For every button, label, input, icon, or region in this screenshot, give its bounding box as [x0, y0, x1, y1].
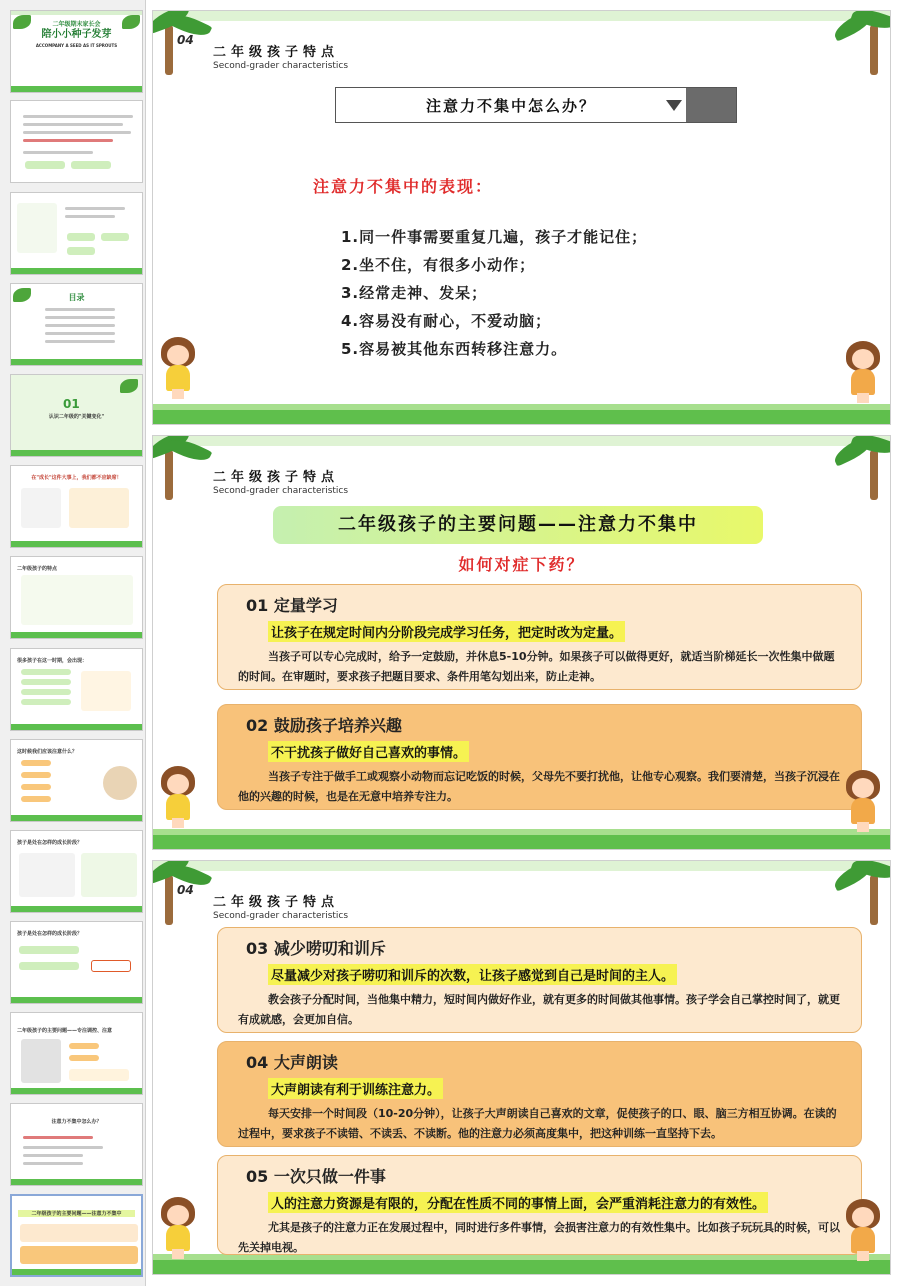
tip-body: 当孩子可以专心完成时，给予一定鼓励，并休息5-10分钟。如果孩子可以做得更好，就适当阶梯延长一次性集中做题的时间。在审题时，要求孩子把题目要求、条件用笔勾划出来，防止走神。	[238, 650, 835, 683]
slide-thumbnail-12[interactable]	[10, 1012, 143, 1095]
tip-title: 02 鼓励孩子培养兴趣	[246, 716, 402, 735]
girl-character-icon	[157, 766, 199, 828]
text-line	[23, 123, 123, 126]
thumb-title: 二年级期末家长会	[52, 21, 101, 28]
tip-body: 尤其是孩子的注意力正在发展过程中，同时进行多件事情，会损害注意力的有效性集中。比如孩子玩玩具的时候，可以先关掉电视。	[238, 1221, 840, 1254]
thumb-big-title: 陪小小种子发芽	[41, 29, 112, 40]
leaf-icon	[122, 15, 140, 29]
decor-band	[11, 541, 142, 547]
tip-title: 01 定量学习	[246, 596, 338, 615]
tag	[69, 1069, 129, 1081]
list-item: 5.容易被其他东西转移注意力。	[341, 340, 568, 358]
slide-number: 04	[177, 883, 194, 897]
thumb-title: 二年级孩子的主要问题——专注调控、注意	[17, 1028, 113, 1034]
decor-band	[153, 11, 890, 21]
tag	[21, 689, 71, 695]
panel	[17, 203, 57, 253]
palm-tree-icon	[826, 435, 891, 502]
slide-number: 04	[177, 33, 194, 47]
panel	[81, 671, 131, 711]
tag	[19, 962, 79, 970]
card	[20, 1246, 138, 1264]
text-line	[23, 139, 113, 142]
header-title: 二年级孩子特点	[213, 470, 340, 485]
decor-band	[11, 724, 142, 730]
slide-thumbnail-4[interactable]	[10, 283, 143, 366]
list-item: 1.同一件事需要重复几遍，孩子才能记住；	[341, 228, 648, 246]
header-subtitle: Second-grader characteristics	[213, 486, 349, 496]
text-line	[23, 115, 133, 118]
tip-body: 每天安排一个时间段（10-20分钟），让孩子大声朗读自己喜欢的文章，促使孩子的口、眼、脑三方相互协调。在读的过程中，要求孩子不读错、不读丢、不读断。他的注意力必须高度集中，把这种训练一直坚持下去。	[238, 1107, 837, 1140]
slide-thumbnail-14[interactable]	[10, 1194, 143, 1277]
palm-tree-icon	[826, 860, 891, 927]
gray-block	[686, 88, 736, 122]
text-line	[23, 1154, 83, 1157]
slide-thumbnail-11[interactable]	[10, 921, 143, 1004]
thumb-title: 孩子是处在怎样的成长阶段？	[17, 931, 83, 937]
text-line	[45, 324, 115, 327]
text-line	[45, 340, 115, 343]
header-title: 二年级孩子特点	[213, 45, 340, 60]
tip-highlight: 尽量减少对孩子唠叨和训斥的次数，让孩子感觉到自己是时间的主人。	[268, 964, 677, 985]
tip-body: 当孩子专注于做手工或观察小动物而忘记吃饭的时候，父母先不要打扰他，让他专心观察。我们要清楚，当孩子沉浸在他的兴趣的时候，也是在无意中培养专注力。	[238, 770, 840, 803]
text-line	[65, 207, 125, 210]
tag	[21, 796, 51, 802]
slide-thumbnail-2[interactable]	[10, 100, 143, 183]
tag	[21, 679, 71, 685]
thumb-title: 二年级孩子的特点	[17, 566, 58, 572]
tag	[21, 772, 51, 778]
tag	[101, 233, 129, 241]
girl-character-icon	[157, 1197, 199, 1259]
panel	[81, 853, 137, 897]
grass-band	[153, 1260, 890, 1274]
banner-text: 二年级孩子的主要问题——注意力不集中	[338, 514, 698, 535]
decor-band	[11, 11, 142, 15]
grass-band	[153, 410, 890, 424]
text-line	[65, 215, 115, 218]
text-line	[23, 1146, 103, 1149]
panel	[69, 488, 129, 528]
tag	[19, 946, 79, 954]
slide-thumbnail-9[interactable]	[10, 739, 143, 822]
leaf-icon	[120, 379, 138, 393]
girl-character-icon	[842, 770, 884, 832]
tip-card	[217, 584, 862, 690]
grass-band	[153, 835, 890, 849]
list-item: 3.经常走神、发呆；	[341, 284, 488, 302]
tip-highlight: 让孩子在规定时间内分阶段完成学习任务，把定时改为定量。	[268, 621, 625, 642]
decor-band	[11, 1179, 142, 1185]
text-line	[23, 151, 93, 154]
slide-header	[213, 891, 348, 921]
thumb-subtitle: ACCOMPANY A SEED AS IT SPROUTS	[35, 43, 118, 48]
palm-tree-icon	[826, 10, 891, 77]
tip-title: 05 一次只做一件事	[246, 1167, 386, 1186]
slide-attention-symptoms	[152, 10, 891, 425]
tip-body: 教会孩子分配时间，当他集中精力，短时间内做好作业，就有更多的时间做其他事情。孩子学会自己掌控时间了，就更有成就感，会更加自信。	[238, 993, 840, 1026]
palm-tree-icon	[152, 435, 217, 502]
text-line	[23, 1162, 83, 1165]
text-line	[23, 1136, 93, 1139]
tip-title: 04 大声朗读	[246, 1053, 338, 1072]
card	[20, 1224, 138, 1242]
tip-card	[217, 704, 862, 810]
tag	[21, 784, 51, 790]
decor-band	[11, 359, 142, 365]
list-item: 2.坐不住，有很多小动作；	[341, 256, 536, 274]
panel	[19, 853, 75, 897]
text-line	[45, 332, 115, 335]
thumb-title: 注意力不集中怎么办？	[51, 1119, 102, 1125]
photo-circle	[103, 766, 137, 800]
slide-thumbnail-6[interactable]	[10, 465, 143, 548]
decor-band	[11, 268, 142, 274]
slide-thumbnail-3[interactable]	[10, 192, 143, 275]
girl-character-icon	[842, 341, 884, 403]
tag	[67, 233, 95, 241]
decor-band	[11, 632, 142, 638]
slide-thumbnail-10[interactable]	[10, 830, 143, 913]
tag	[67, 247, 95, 255]
triangle-down-icon	[666, 100, 682, 111]
slide-header	[213, 41, 348, 71]
thumb-section-number: 01	[63, 397, 80, 411]
decor-band	[11, 1088, 142, 1094]
tag	[21, 760, 51, 766]
slide-thumbnail-1[interactable]	[10, 10, 143, 93]
tag	[25, 161, 65, 169]
panel	[21, 575, 133, 625]
decor-band	[12, 1269, 141, 1275]
header-title: 二年级孩子特点	[213, 895, 340, 910]
decor-band	[11, 815, 142, 821]
header-subtitle: Second-grader characteristics	[213, 61, 349, 71]
decor-band	[11, 906, 142, 912]
main-problem-banner	[273, 506, 763, 544]
slide-main-problem	[152, 435, 891, 850]
tip-card	[217, 1041, 862, 1147]
girl-character-icon	[842, 1199, 884, 1261]
remedy-heading: 如何对症下药？	[458, 555, 585, 574]
symptoms-list	[341, 223, 647, 363]
thumb-title: 目录	[68, 293, 85, 302]
decor-band	[11, 450, 142, 456]
slide-thumbnail-5[interactable]	[10, 374, 143, 457]
tip-highlight: 不干扰孩子做好自己喜欢的事情。	[268, 741, 469, 762]
thumb-title: 这时候我们应该注意什么？	[17, 749, 78, 755]
slide-header	[213, 466, 348, 496]
tag	[21, 669, 71, 675]
text-line	[23, 131, 131, 134]
slide-thumbnail-7[interactable]	[10, 556, 143, 639]
tip-title: 03 减少唠叨和训斥	[246, 939, 386, 958]
text-line	[45, 308, 115, 311]
thumb-title: 二年级孩子的主要问题——注意力不集中	[18, 1210, 135, 1217]
tag	[71, 161, 111, 169]
question-text: 注意力不集中怎么办？	[425, 97, 596, 115]
thumb-title: 认识二年级的"关键变化"	[48, 414, 105, 420]
decor-band	[11, 997, 142, 1003]
tip-card	[217, 1155, 862, 1255]
symptoms-heading: 注意力不集中的表现：	[313, 177, 494, 196]
slide-thumbnail-panel	[0, 0, 146, 1286]
decor-band	[153, 436, 890, 446]
thumb-title: 孩子是处在怎样的成长阶段？	[17, 840, 83, 846]
photo	[21, 1039, 61, 1083]
tip-highlight: 人的注意力资源是有限的，分配在性质不同的事情上面，会严重消耗注意力的有效性。	[268, 1192, 768, 1213]
tip-highlight: 大声朗读有利于训练注意力。	[268, 1078, 443, 1099]
thumb-title: 在"成长"这件大事上，我们都不应缺席！	[31, 475, 122, 481]
tag	[91, 960, 131, 972]
tag	[21, 699, 71, 705]
panel	[21, 488, 61, 528]
thumb-title: 很多孩子在这一时期，会出现：	[17, 658, 88, 664]
tag	[69, 1043, 99, 1049]
girl-character-icon	[157, 337, 199, 399]
tag	[69, 1055, 99, 1061]
question-box	[335, 87, 737, 123]
slide-thumbnail-13[interactable]	[10, 1103, 143, 1186]
header-subtitle: Second-grader characteristics	[213, 911, 349, 921]
slide-more-tips	[152, 860, 891, 1275]
decor-band	[153, 861, 890, 871]
slide-thumbnail-8[interactable]	[10, 648, 143, 731]
list-item: 4.容易没有耐心，不爱动脑；	[341, 312, 552, 330]
tip-card	[217, 927, 862, 1033]
text-line	[45, 316, 115, 319]
decor-band	[11, 86, 142, 92]
